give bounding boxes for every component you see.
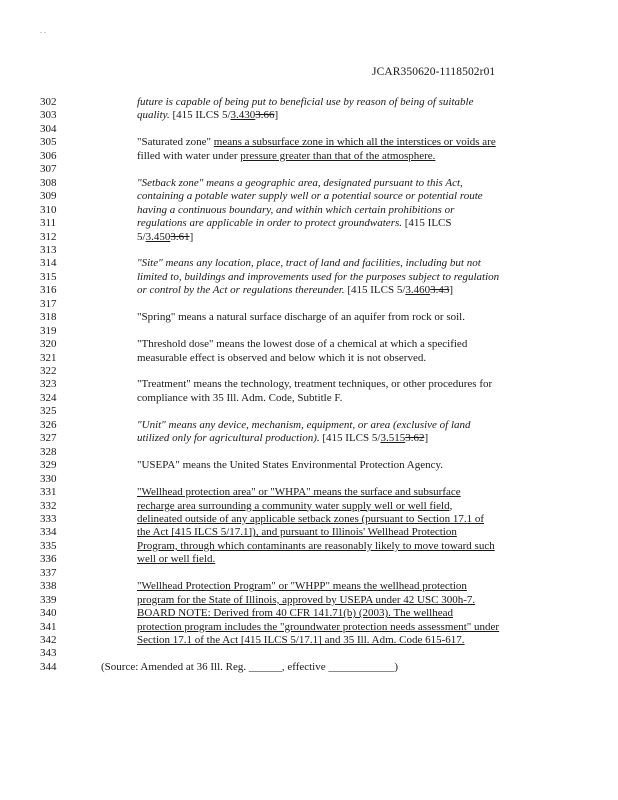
line-number: 328 — [40, 445, 57, 458]
line-text — [137, 525, 457, 539]
line-number: 315 — [40, 270, 57, 283]
line-text — [137, 620, 499, 634]
document-line — [0, 620, 618, 634]
line-text — [137, 512, 484, 526]
inserted-text: recharge area surrounding a community water supply well or well field, — [137, 499, 453, 512]
line-number: 327 — [40, 432, 57, 445]
line-text — [137, 539, 495, 553]
line-number: 305 — [40, 136, 57, 149]
text-segment: "USEPA" means the United States Environmental Protection Agency. — [137, 459, 444, 472]
text-segment: "Unit" means any device, mechanism, equipment, or area (exclusive of land — [137, 418, 471, 431]
text-segment: [415 ILCS 5/ — [319, 432, 381, 445]
line-text — [137, 310, 465, 324]
document-line — [0, 216, 618, 230]
line-text — [137, 216, 452, 230]
line-number: 335 — [40, 539, 57, 552]
text-segment: "Saturated zone" — [137, 136, 214, 149]
document-line — [0, 324, 618, 338]
text-segment: future is capable of being put to beneficial use by reason of being of suitable — [137, 96, 474, 108]
document-line — [0, 646, 618, 660]
document-line — [0, 660, 618, 674]
document-line — [0, 472, 618, 486]
document-line — [0, 351, 618, 365]
line-number: 309 — [40, 190, 57, 203]
text-segment: limited to, buildings and improvements used for the purposes subject to regulation — [137, 270, 500, 283]
line-number: 310 — [40, 203, 57, 216]
line-number: 308 — [40, 176, 57, 189]
line-text — [137, 337, 467, 351]
line-number: 307 — [40, 163, 57, 176]
line-number: 342 — [40, 634, 57, 646]
page-marks: . . — [40, 26, 46, 35]
inserted-text: Program, through which contaminants are reasonably likely to move toward such — [137, 539, 495, 552]
inserted-text: pressure greater than that of the atmosphere. — [240, 149, 436, 162]
struck-text: 3.61 — [170, 230, 190, 243]
line-text — [137, 552, 215, 566]
text-segment: ] — [189, 230, 194, 243]
document-line — [0, 135, 618, 149]
line-text — [137, 108, 278, 122]
inserted-text: BOARD NOTE: Derived from 40 CFR 141.71(b) (2003). The wellhead — [137, 607, 453, 620]
document-line — [0, 418, 618, 432]
line-number: 343 — [40, 647, 57, 660]
line-text — [137, 606, 453, 620]
document-line — [0, 512, 618, 526]
text-segment: measurable effect is observed and below which it is not observed. — [137, 351, 427, 364]
line-number: 314 — [40, 257, 57, 270]
line-text — [137, 431, 428, 445]
line-text — [137, 149, 435, 163]
inserted-text: "Wellhead Protection Program" or "WHPP" means the wellhead protection — [137, 580, 467, 593]
struck-text: 3.62 — [405, 432, 425, 445]
document-line — [0, 283, 618, 297]
line-number: 337 — [40, 566, 57, 579]
text-segment: having a continuous boundary, and within which certain prohibitions or — [137, 203, 455, 216]
line-number: 329 — [40, 459, 57, 472]
text-segment: [415 ILCS 5/ — [344, 284, 406, 297]
text-segment: "Setback zone" means a geographic area, designated pursuant to this Act, — [137, 176, 463, 189]
text-segment: ] — [449, 284, 454, 297]
text-segment: or control by the Act or regulations thereunder. — [137, 284, 345, 297]
text-segment: (Source: Amended at 36 Ill. Reg. ______, effective ____________) — [101, 660, 399, 673]
document-line — [0, 458, 618, 472]
line-text — [137, 283, 453, 297]
document-line — [0, 337, 618, 351]
text-segment: [415 ILCS 5/ — [169, 109, 231, 122]
document-line — [0, 431, 618, 445]
text-segment: "Spring" means a natural surface discharge of an aquifer from rock or soil. — [137, 311, 465, 324]
line-number: 331 — [40, 486, 57, 499]
document-line — [0, 566, 618, 580]
text-segment: 5/ — [137, 230, 146, 243]
document-line — [0, 539, 618, 553]
document-header-code: JCAR350620-1118502r01 — [372, 66, 496, 78]
line-text — [137, 579, 467, 593]
document-line — [0, 377, 618, 391]
line-number: 333 — [40, 512, 57, 525]
inserted-text: delineated outside of any applicable setback zones (pursuant to Section 17.1 of — [137, 512, 485, 525]
document-line — [0, 445, 618, 459]
line-number: 319 — [40, 324, 57, 337]
document-line — [0, 122, 618, 136]
inserted-text: 3.460 — [405, 284, 431, 297]
inserted-text: well or well field. — [137, 553, 216, 566]
line-number: 317 — [40, 297, 57, 310]
text-segment: regulations are applicable in order to protect groundwaters. — [137, 217, 402, 230]
document-line — [0, 364, 618, 378]
line-text — [137, 270, 499, 284]
document-line — [0, 189, 618, 203]
line-number: 323 — [40, 378, 57, 391]
line-number: 304 — [40, 122, 57, 135]
line-number: 306 — [40, 149, 57, 162]
inserted-text: 3.515 — [380, 432, 406, 445]
document-line — [0, 525, 618, 539]
line-text — [137, 135, 496, 149]
text-segment: filled with water under — [137, 149, 241, 162]
inserted-text: the Act [415 ILCS 5/17.1]), and pursuant to Illinois' Wellhead Protection — [137, 526, 457, 539]
line-number: 334 — [40, 526, 57, 539]
document-line — [0, 270, 618, 284]
inserted-text: Section 17.1 of the Act [415 ILCS 5/17.1] and 35 Ill. Adm. Code 615-617. — [137, 634, 465, 646]
document-line — [0, 485, 618, 499]
line-text — [137, 203, 454, 217]
line-number: 340 — [40, 607, 57, 620]
line-number: 325 — [40, 405, 57, 418]
line-number: 303 — [40, 109, 57, 122]
line-number: 320 — [40, 338, 57, 351]
document-line — [0, 203, 618, 217]
line-text — [137, 176, 463, 190]
document-line — [0, 593, 618, 607]
document-line — [0, 606, 618, 620]
document-line — [0, 243, 618, 257]
line-text — [137, 189, 483, 203]
line-text — [137, 377, 492, 391]
text-segment: "Treatment" means the technology, treatment techniques, or other procedures for — [137, 378, 493, 391]
text-segment: utilized only for agricultural production). — [137, 432, 320, 445]
document-line — [0, 310, 618, 324]
document-line — [0, 552, 618, 566]
document-line — [0, 297, 618, 311]
source-note — [101, 660, 398, 674]
text-segment: "Site" means any location, place, tract of land and facilities, including but not — [137, 257, 481, 270]
document-line — [0, 230, 618, 244]
line-text — [137, 95, 473, 109]
line-text — [137, 458, 443, 472]
line-number: 344 — [40, 660, 57, 673]
line-number: 341 — [40, 620, 57, 633]
line-number: 339 — [40, 593, 57, 606]
line-number: 324 — [40, 391, 57, 404]
line-number: 321 — [40, 351, 57, 364]
line-text — [137, 499, 452, 513]
line-number: 322 — [40, 365, 57, 377]
document-line — [0, 579, 618, 593]
line-text — [137, 633, 465, 647]
text-segment: ] — [274, 109, 279, 122]
text-segment: quality. — [137, 109, 170, 122]
line-text — [137, 485, 461, 499]
line-text — [137, 391, 342, 405]
struck-text: 3.66 — [255, 109, 275, 122]
document-line — [0, 176, 618, 190]
document-line — [0, 95, 618, 109]
inserted-text: means a subsurface zone in which all the interstices or voids are — [213, 136, 496, 149]
line-text — [137, 351, 426, 365]
line-number: 332 — [40, 499, 57, 512]
document-line — [0, 256, 618, 270]
text-segment: [415 ILCS — [402, 217, 452, 230]
inserted-text: "Wellhead protection area" or "WHPA" means the surface and subsurface — [137, 486, 461, 499]
document-line — [0, 162, 618, 176]
line-number: 338 — [40, 580, 57, 593]
line-text — [137, 418, 471, 432]
line-number: 302 — [40, 96, 57, 108]
document-line — [0, 499, 618, 513]
inserted-text: 3.430 — [230, 109, 256, 122]
text-segment: containing a potable water supply well or a potential source or potential route — [137, 190, 483, 203]
text-segment: "Threshold dose" means the lowest dose of a chemical at which a specified — [137, 338, 468, 351]
text-segment: compliance with 35 Ill. Adm. Code, Subtitle F. — [137, 391, 343, 404]
document-line — [0, 633, 618, 647]
line-number: 318 — [40, 311, 57, 324]
inserted-text: protection program includes the "groundwater protection needs assessment" under — [137, 620, 500, 633]
struck-text: 3.43 — [430, 284, 450, 297]
line-number: 336 — [40, 553, 57, 566]
document-line — [0, 404, 618, 418]
line-number: 312 — [40, 230, 57, 243]
document-line — [0, 149, 618, 163]
line-number: 330 — [40, 472, 57, 485]
inserted-text: program for the State of Illinois, approved by USEPA under 42 USC 300h-7. — [137, 593, 476, 606]
document-line — [0, 108, 618, 122]
text-segment: ] — [424, 432, 429, 445]
line-text — [137, 256, 481, 270]
line-text — [137, 593, 475, 607]
line-number: 311 — [40, 217, 57, 230]
line-number: 313 — [40, 243, 57, 256]
line-number: 316 — [40, 284, 57, 297]
document-line — [0, 391, 618, 405]
line-number: 326 — [40, 418, 57, 431]
inserted-text: 3.450 — [145, 230, 171, 243]
line-text — [137, 230, 193, 244]
